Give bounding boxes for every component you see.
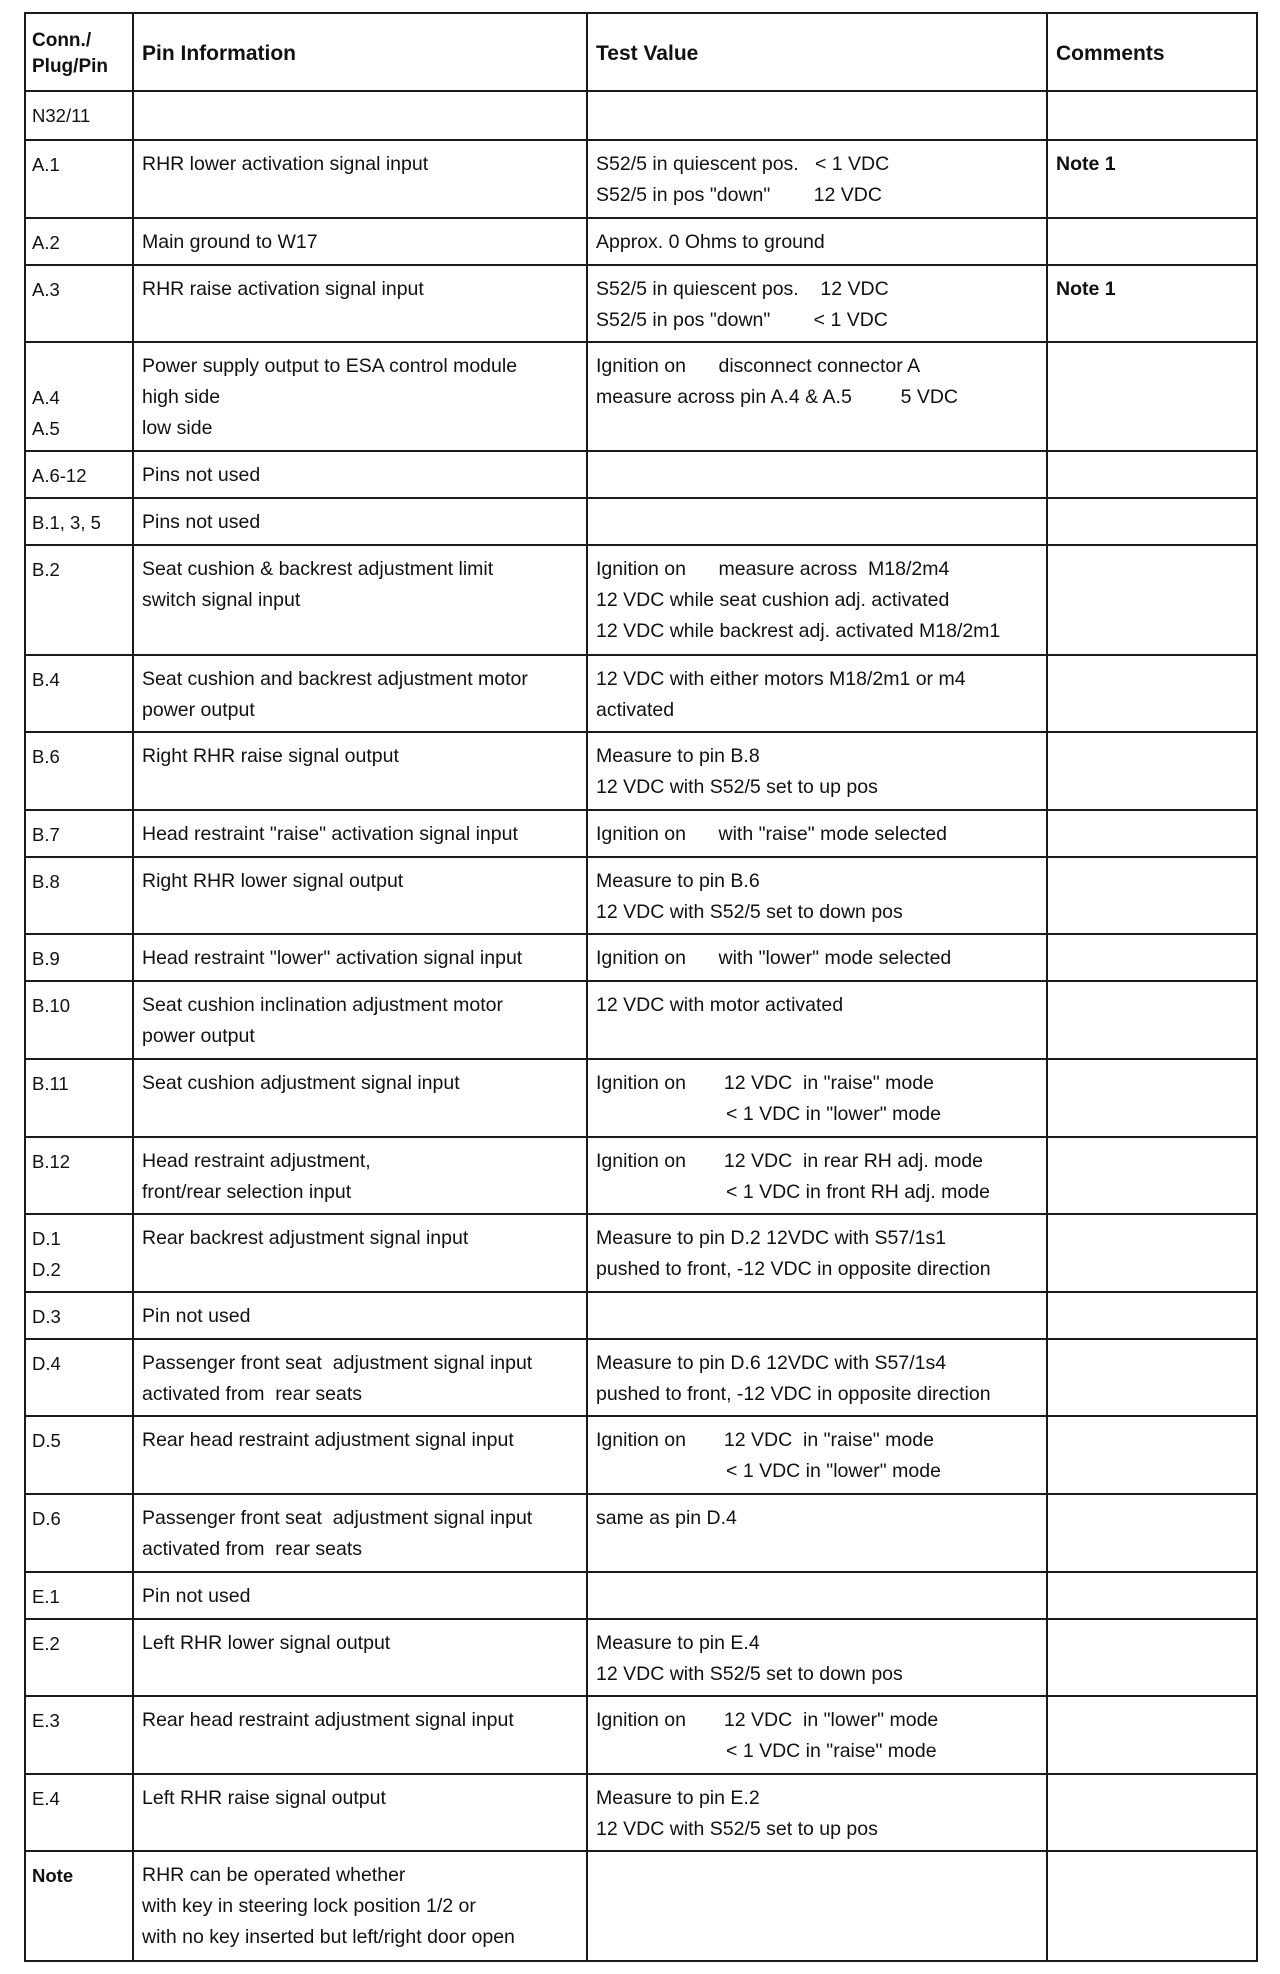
pin-id-cell [25, 1851, 133, 1961]
test-value-line: Ignition on 12 VDC in "lower" mode [596, 1709, 939, 1732]
pin-id-cell [25, 655, 133, 733]
test-value-cell [587, 810, 1047, 857]
pin-id-line: B.12 [32, 1150, 71, 1172]
pin-row [25, 342, 1257, 451]
test-value-cell [587, 498, 1047, 545]
comments-cell [1047, 451, 1257, 498]
test-value-line: 12 VDC while seat cushion adj. activated [596, 589, 950, 612]
comments-cell [1047, 1214, 1257, 1292]
test-value-line: Ignition on 12 VDC in "raise" mode [596, 1072, 934, 1095]
test-value-cell [587, 218, 1047, 265]
pin-information-line: Passenger front seat adjustment signal input [142, 1351, 533, 1374]
test-value-cell [587, 1292, 1047, 1339]
comments-cell [1047, 981, 1257, 1059]
pin-information-line: Left RHR lower signal output [142, 1631, 391, 1654]
pin-id-cell [25, 1494, 133, 1572]
comments-cell [1047, 934, 1257, 981]
pin-row [25, 1416, 1257, 1494]
comments-cell [1047, 857, 1257, 935]
pin-information-line: with key in steering lock position 1/2 or [142, 1895, 476, 1918]
comments-cell [1047, 218, 1257, 265]
pin-information-cell [133, 1137, 587, 1215]
pin-row [25, 1696, 1257, 1774]
pin-id-line: B.9 [32, 948, 60, 970]
pin-information-cell [133, 1214, 587, 1292]
test-value-line: S52/5 in pos "down" 12 VDC [596, 184, 882, 207]
comments-cell [1047, 1137, 1257, 1215]
test-value-line: Ignition on disconnect connector A [596, 355, 921, 378]
test-value-line: same as pin D.4 [596, 1507, 737, 1530]
comments-cell: Note 1 [1047, 140, 1257, 218]
pin-information-line: activated from rear seats [142, 1382, 363, 1405]
test-value-cell [587, 1137, 1047, 1215]
pin-information-line: Pin not used [142, 1304, 251, 1327]
test-value-line: S52/5 in quiescent pos. < 1 VDC [596, 153, 890, 176]
pin-information-cell [133, 1572, 587, 1619]
test-value-cell [587, 265, 1047, 343]
pin-id-cell [25, 1059, 133, 1137]
pin-id-line [32, 351, 124, 382]
test-value-line: 12 VDC with motor activated [596, 994, 844, 1017]
test-value-line: measure across pin A.4 & A.5 5 VDC [596, 386, 958, 409]
comments-cell [1047, 1059, 1257, 1137]
pin-row [25, 140, 1257, 218]
pin-information-cell [133, 451, 587, 498]
test-value-line: 12 VDC with S52/5 set to down pos [596, 900, 903, 923]
comments-cell [1047, 1619, 1257, 1697]
pin-information-line: switch signal input [142, 589, 301, 612]
pin-id-line: B.11 [32, 1073, 69, 1095]
test-value-cell [587, 140, 1047, 218]
test-value-cell [587, 451, 1047, 498]
pin-information-line: Rear backrest adjustment signal input [142, 1227, 469, 1250]
comments-cell [1047, 342, 1257, 451]
test-value-cell [587, 1214, 1047, 1292]
pin-row [25, 732, 1257, 810]
pin-row [25, 655, 1257, 733]
pin-information-cell [133, 218, 587, 265]
test-value-line: pushed to front, -12 VDC in opposite direction [596, 1258, 991, 1281]
pin-id-cell [25, 545, 133, 654]
test-value-cell [587, 1696, 1047, 1774]
pin-information-cell [133, 732, 587, 810]
pin-id-cell [25, 1572, 133, 1619]
test-value-line: Ignition on with "raise" mode selected [596, 822, 947, 845]
test-value-cell [587, 732, 1047, 810]
pin-id-line: B.8 [32, 870, 60, 892]
pin-information-cell [133, 265, 587, 343]
test-value-line: Measure to pin B.6 [596, 869, 760, 892]
pin-id-line: A.1 [32, 154, 60, 176]
test-value-line: Measure to pin B.8 [596, 745, 760, 768]
pin-id-cell [25, 1292, 133, 1339]
test-value-cell [587, 1619, 1047, 1697]
pin-id-line: B.10 [32, 995, 71, 1017]
pin-row [25, 1339, 1257, 1417]
test-value-line: < 1 VDC in "lower" mode [596, 1103, 941, 1126]
comments-cell [1047, 1774, 1257, 1852]
pin-information-line: activated from rear seats [142, 1538, 363, 1561]
pin-id-line: A.5 [32, 418, 60, 440]
pin-row [25, 1774, 1257, 1852]
pin-information-line: high side [142, 386, 221, 409]
pin-information-cell [133, 1619, 587, 1697]
pin-information-line: Head restraint adjustment, [142, 1149, 371, 1172]
pin-id-cell [25, 732, 133, 810]
test-value-line: 12 VDC with S52/5 set to up pos [596, 1817, 878, 1840]
pin-table-page [24, 12, 1256, 1962]
pin-id-line: A.3 [32, 278, 60, 300]
pin-row [25, 1619, 1257, 1697]
pin-id-cell [25, 1214, 133, 1292]
test-value-line: Ignition on 12 VDC in rear RH adj. mode [596, 1149, 983, 1172]
pin-id-cell [25, 498, 133, 545]
pin-information-line: Head restraint "raise" activation signal input [142, 822, 518, 845]
test-value-cell [587, 934, 1047, 981]
pin-id-line: E.4 [32, 1787, 60, 1809]
pin-information-line: RHR raise activation signal input [142, 277, 424, 300]
test-value-line: < 1 VDC in front RH adj. mode [596, 1180, 990, 1203]
test-value-line: S52/5 in quiescent pos. 12 VDC [596, 277, 889, 300]
test-value-line: < 1 VDC in "lower" mode [596, 1460, 941, 1483]
test-value-line: Measure to pin E.4 [596, 1631, 760, 1654]
pin-id-cell [25, 1619, 133, 1697]
pin-id-cell [25, 981, 133, 1059]
test-value-cell [587, 1059, 1047, 1137]
pin-id-line: A.2 [32, 231, 60, 253]
pin-information-line: Main ground to W17 [142, 230, 318, 253]
pin-id-line: E.1 [32, 1585, 60, 1607]
pin-information-line: Seat cushion & backrest adjustment limit [142, 558, 494, 581]
test-value-cell [587, 655, 1047, 733]
pin-row [25, 981, 1257, 1059]
note-row [25, 1851, 1257, 1961]
pin-information-line: Pins not used [142, 464, 261, 487]
pin-id-line: B.6 [32, 746, 60, 768]
pin-information-cell [133, 934, 587, 981]
test-value-line: Ignition on 12 VDC in "raise" mode [596, 1429, 934, 1452]
header-conn-line-2: Plug/Pin [32, 56, 108, 77]
comments-cell [1047, 498, 1257, 545]
test-value-line: 12 VDC with S52/5 set to down pos [596, 1662, 903, 1685]
pin-information-cell [133, 810, 587, 857]
pin-information-cell [133, 981, 587, 1059]
pin-information-line: Seat cushion inclination adjustment motor [142, 994, 503, 1017]
pin-id-line: A.6-12 [32, 465, 87, 487]
comments-cell [1047, 1851, 1257, 1961]
test-value-line: < 1 VDC in "raise" mode [596, 1740, 937, 1763]
pin-information-cell [133, 857, 587, 935]
test-value-cell [587, 91, 1047, 140]
pin-id-line: D.1 [32, 1228, 61, 1250]
test-value-cell [587, 1339, 1047, 1417]
pin-row [25, 265, 1257, 343]
header-conn-line-1: Conn./ [32, 30, 92, 51]
header-test-value: Test Value [587, 13, 1047, 91]
pin-information-line: Head restraint "lower" activation signal input [142, 947, 523, 970]
pin-row [25, 857, 1257, 935]
pin-id-cell [25, 857, 133, 935]
pin-information-cell [133, 140, 587, 218]
comments-cell [1047, 1339, 1257, 1417]
pin-information-cell [133, 1059, 587, 1137]
pin-id-cell [25, 1137, 133, 1215]
test-value-cell [587, 1494, 1047, 1572]
pin-row [25, 1137, 1257, 1215]
pin-information-line: Pins not used [142, 511, 261, 534]
test-value-line: Ignition on measure across M18/2m4 [596, 558, 950, 581]
pin-information-cell [133, 91, 587, 140]
pin-information-line: low side [142, 417, 213, 440]
pin-information-line: Left RHR raise signal output [142, 1786, 386, 1809]
pin-id-cell [25, 451, 133, 498]
pin-information-cell [133, 498, 587, 545]
pin-row [25, 1214, 1257, 1292]
header-comments: Comments [1047, 13, 1257, 91]
pin-information-line: Seat cushion and backrest adjustment motor [142, 667, 528, 690]
pin-id-cell [25, 810, 133, 857]
header-pin-information: Pin Information [133, 13, 587, 91]
pin-row [25, 218, 1257, 265]
test-value-line: Measure to pin D.2 12VDC with S57/1s1 [596, 1227, 947, 1250]
pin-information-line: power output [142, 1025, 255, 1048]
pin-information-cell [133, 1696, 587, 1774]
pin-id-cell [25, 265, 133, 343]
pin-information-cell [133, 342, 587, 451]
pin-information-line: RHR can be operated whether [142, 1864, 406, 1887]
pin-row [25, 934, 1257, 981]
pin-information-cell [133, 655, 587, 733]
comments-cell [1047, 1572, 1257, 1619]
pin-information-line: RHR lower activation signal input [142, 153, 429, 176]
comments-cell [1047, 732, 1257, 810]
test-value-line: activated [596, 698, 675, 721]
comments-cell: Note 1 [1047, 265, 1257, 343]
pin-id-cell [25, 1696, 133, 1774]
test-value-line: S52/5 in pos "down" < 1 VDC [596, 308, 888, 331]
pin-row [25, 498, 1257, 545]
pin-row [25, 1292, 1257, 1339]
comments-cell [1047, 91, 1257, 140]
test-value-line: pushed to front, -12 VDC in opposite direction [596, 1382, 991, 1405]
test-value-cell [587, 857, 1047, 935]
pin-row [25, 91, 1257, 140]
pin-information-cell [133, 1416, 587, 1494]
header-conn-plug-pin [25, 13, 133, 91]
comments-cell [1047, 545, 1257, 654]
test-value-cell [587, 1851, 1047, 1961]
pin-id-line: A.4 [32, 387, 60, 409]
test-value-cell [587, 342, 1047, 451]
test-value-cell [587, 1416, 1047, 1494]
pin-information-line: Right RHR raise signal output [142, 745, 399, 768]
pin-row [25, 810, 1257, 857]
pin-information-line: Power supply output to ESA control module [142, 355, 518, 378]
pin-information-line: Passenger front seat adjustment signal input [142, 1507, 533, 1530]
pin-information-line: Right RHR lower signal output [142, 869, 404, 892]
pin-id-line: E.2 [32, 1632, 60, 1654]
pin-id-line: E.3 [32, 1710, 60, 1732]
pin-id-cell [25, 1416, 133, 1494]
pin-id-cell [25, 342, 133, 451]
test-value-line: Approx. 0 Ohms to ground [596, 230, 825, 253]
pin-row [25, 451, 1257, 498]
comments-cell [1047, 810, 1257, 857]
pin-row [25, 1494, 1257, 1572]
pin-id-line: D.5 [32, 1430, 61, 1452]
test-value-line: 12 VDC with S52/5 set to up pos [596, 776, 878, 799]
pin-information-line: Pin not used [142, 1584, 251, 1607]
test-value-line: 12 VDC while backrest adj. activated M18/2m1 [596, 620, 1001, 643]
test-value-cell [587, 1774, 1047, 1852]
pin-id-line: D.3 [32, 1305, 61, 1327]
pin-id-cell [25, 1774, 133, 1852]
pin-information-line: Seat cushion adjustment signal input [142, 1072, 460, 1095]
pin-id-cell [25, 934, 133, 981]
pin-row [25, 545, 1257, 654]
pin-information-cell [133, 1339, 587, 1417]
pin-information-cell [133, 1292, 587, 1339]
pin-information-cell [133, 1494, 587, 1572]
pin-information-line: front/rear selection input [142, 1180, 352, 1203]
pin-id-cell [25, 91, 133, 140]
pin-id-line: Note [32, 1865, 74, 1887]
test-value-cell [587, 1572, 1047, 1619]
pin-information-cell [133, 545, 587, 654]
pin-information-line: power output [142, 698, 255, 721]
pin-id-cell [25, 140, 133, 218]
pin-information-cell [133, 1851, 587, 1961]
pin-information-cell [133, 1774, 587, 1852]
test-value-line: Measure to pin E.2 [596, 1786, 760, 1809]
test-value-line: Measure to pin D.6 12VDC with S57/1s4 [596, 1351, 947, 1374]
pin-information-line: Rear head restraint adjustment signal input [142, 1429, 514, 1452]
pin-id-line: B.2 [32, 559, 60, 581]
pin-id-line: N32/11 [32, 105, 91, 126]
pin-id-line: D.2 [32, 1259, 61, 1281]
pin-id-cell [25, 218, 133, 265]
pin-id-line: D.6 [32, 1508, 61, 1530]
pin-row [25, 1572, 1257, 1619]
pin-id-line: B.1, 3, 5 [32, 512, 101, 534]
pin-id-line: B.4 [32, 668, 60, 690]
comments-cell [1047, 1696, 1257, 1774]
comments-cell [1047, 1292, 1257, 1339]
test-value-line: 12 VDC with either motors M18/2m1 or m4 [596, 667, 966, 690]
pin-id-line: B.7 [32, 823, 60, 845]
header-row [25, 13, 1257, 91]
test-value-cell [587, 545, 1047, 654]
pin-id-cell [25, 1339, 133, 1417]
comments-cell [1047, 655, 1257, 733]
comments-cell [1047, 1494, 1257, 1572]
pin-assignment-table [24, 12, 1258, 1962]
pin-information-line: with no key inserted but left/right door open [142, 1926, 515, 1949]
pin-information-line: Rear head restraint adjustment signal input [142, 1709, 514, 1732]
comments-cell [1047, 1416, 1257, 1494]
test-value-line: Ignition on with "lower" mode selected [596, 947, 952, 970]
pin-id-line: D.4 [32, 1352, 61, 1374]
test-value-cell [587, 981, 1047, 1059]
pin-row [25, 1059, 1257, 1137]
